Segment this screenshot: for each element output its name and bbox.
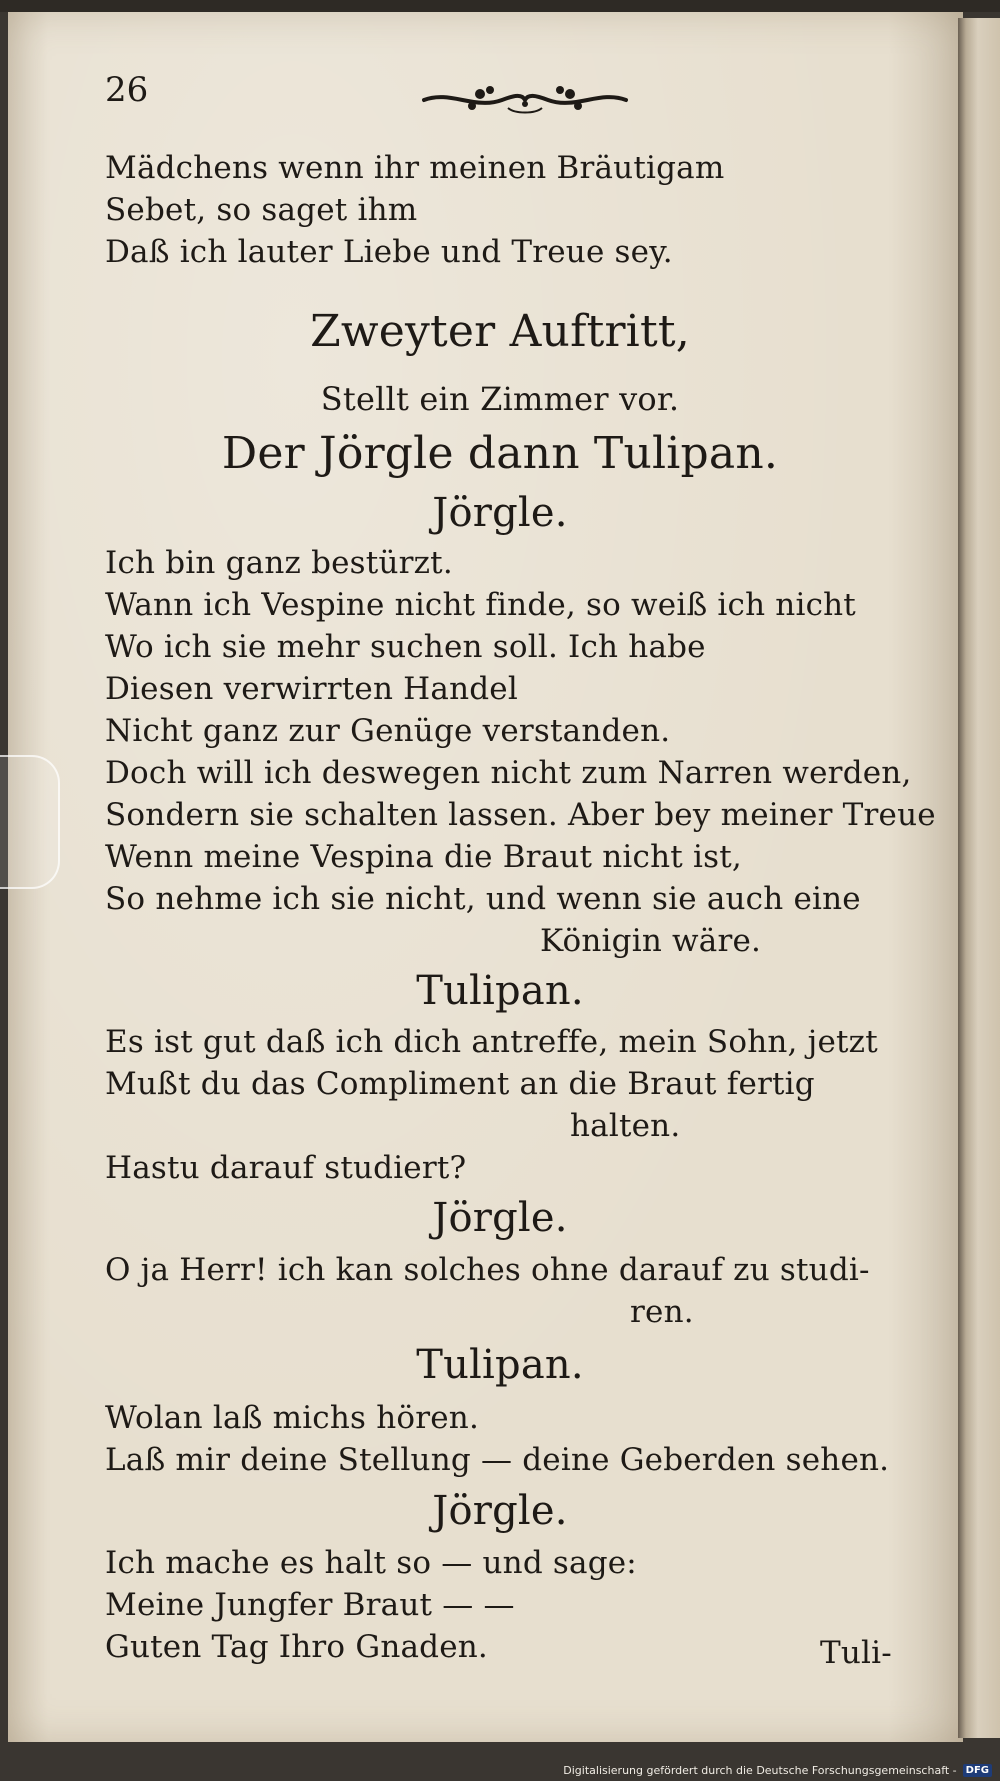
verse-line: Sondern sie schalten lassen. Aber bey meiner Treue bbox=[105, 797, 936, 833]
verse-line: Ich mache es halt so — und sage: bbox=[105, 1545, 637, 1581]
verse-line: Laß mir deine Stellung — deine Geberden sehen. bbox=[105, 1442, 890, 1478]
next-page-edge bbox=[958, 18, 1000, 1738]
verse-line: Ich bin ganz bestürzt. bbox=[105, 545, 453, 581]
speaker-heading: Jörgle. bbox=[432, 1195, 568, 1241]
verse-line-continuation: Königin wäre. bbox=[540, 923, 762, 959]
verse-line: Mußt du das Compliment an die Braut fertig bbox=[105, 1066, 815, 1102]
verse-line: Nicht ganz zur Genüge verstanden. bbox=[105, 713, 671, 749]
ornament-vignette bbox=[420, 82, 630, 118]
verse-line: Doch will ich deswegen nicht zum Narren werden, bbox=[105, 755, 912, 791]
verse-line: Es ist gut daß ich dich antreffe, mein Sohn, jetzt bbox=[105, 1024, 878, 1060]
verse-line: Wenn meine Vespina die Braut nicht ist, bbox=[105, 839, 742, 875]
page-clip bbox=[0, 755, 60, 889]
verse-line: So nehme ich sie nicht, und wenn sie auch eine bbox=[105, 881, 861, 917]
page-number: 26 bbox=[105, 70, 149, 110]
credit-text: Digitalisierung gefördert durch die Deutsche Forschungsgemeinschaft - bbox=[563, 1763, 957, 1777]
catchword: Tuli- bbox=[820, 1635, 892, 1671]
speaker-heading: Jörgle. bbox=[432, 1488, 568, 1534]
speaker-heading: Tulipan. bbox=[416, 1342, 584, 1388]
verse-line: O ja Herr! ich kan solches ohne darauf zu studi- bbox=[105, 1252, 870, 1288]
book-page bbox=[8, 12, 963, 1742]
speaker-heading: Jörgle. bbox=[432, 490, 568, 536]
verse-line: Sebet, so saget ihm bbox=[105, 192, 418, 228]
verse-line: Wann ich Vespine nicht finde, so weiß ich nicht bbox=[105, 587, 856, 623]
verse-line: Mädchens wenn ihr meinen Bräutigam bbox=[105, 150, 725, 186]
verse-line: Wolan laß michs hören. bbox=[105, 1400, 480, 1436]
verse-line-continuation: halten. bbox=[570, 1108, 681, 1144]
verse-line: Guten Tag Ihro Gnaden. bbox=[105, 1629, 488, 1665]
scan-background-top bbox=[0, 0, 1000, 12]
scene-characters: Der Jörgle dann Tulipan. bbox=[221, 428, 779, 479]
scene-setting: Stellt ein Zimmer vor. bbox=[320, 380, 680, 418]
speaker-heading: Tulipan. bbox=[416, 968, 584, 1014]
verse-line: Diesen verwirrten Handel bbox=[105, 671, 518, 707]
verse-line: Daß ich lauter Liebe und Treue sey. bbox=[105, 234, 673, 270]
digitization-credit bbox=[563, 1761, 992, 1779]
verse-line: Hastu darauf studiert? bbox=[105, 1150, 467, 1186]
verse-line: Meine Jungfer Braut — — bbox=[105, 1587, 515, 1623]
scene-title: Zweyter Auftritt, bbox=[310, 306, 690, 357]
verse-line-continuation: ren. bbox=[630, 1294, 694, 1330]
dfg-logo: DFG bbox=[963, 1764, 992, 1777]
verse-line: Wo ich sie mehr suchen soll. Ich habe bbox=[105, 629, 706, 665]
